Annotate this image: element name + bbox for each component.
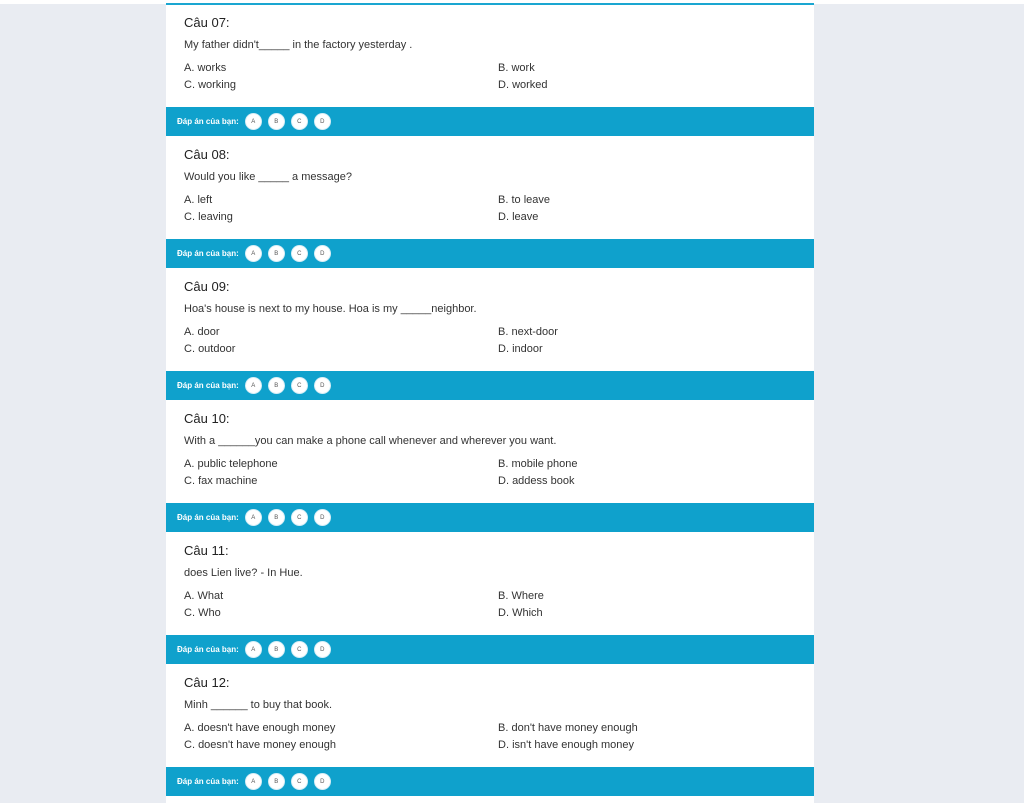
option-text: to leave: [511, 194, 550, 206]
answer-bubble-d[interactable]: D: [314, 773, 331, 790]
answer-bubble-b[interactable]: B: [268, 245, 285, 262]
option-text: worked: [512, 79, 548, 91]
answer-bar: [166, 767, 814, 796]
option-key: A.: [184, 194, 195, 206]
option-text: public telephone: [197, 458, 278, 470]
option-c: [184, 475, 257, 487]
option-d: [498, 343, 543, 355]
answer-bar: [166, 239, 814, 268]
answer-bubble-c[interactable]: C: [291, 773, 308, 790]
question-text: does Lien live? - In Hue.: [184, 567, 303, 579]
answer-bubble-a[interactable]: A: [245, 113, 262, 130]
answer-bubble-a[interactable]: A: [245, 377, 262, 394]
answer-bubble-a[interactable]: A: [245, 509, 262, 526]
answer-bubble-c[interactable]: C: [291, 113, 308, 130]
answer-bubble-b[interactable]: B: [268, 113, 285, 130]
option-key: C.: [184, 607, 195, 619]
option-b: [498, 458, 578, 470]
option-b: [498, 194, 550, 206]
answer-label: Đáp án của bạn:: [177, 777, 239, 786]
option-key: C.: [184, 211, 195, 223]
option-b: [498, 590, 544, 602]
answer-label: Đáp án của bạn:: [177, 645, 239, 654]
answer-bubble-d[interactable]: D: [314, 641, 331, 658]
question-title: Câu 12:: [184, 675, 230, 690]
option-a: [184, 194, 212, 206]
question-block: [166, 401, 814, 503]
option-text: don't have money enough: [511, 722, 638, 734]
option-text: works: [197, 62, 227, 74]
option-text: Which: [512, 607, 543, 619]
quiz-sheet: [166, 3, 814, 803]
question-block: [166, 137, 814, 239]
option-text: door: [197, 326, 220, 338]
option-key: C.: [184, 79, 195, 91]
option-text: mobile phone: [511, 458, 578, 470]
option-text: doesn't have enough money: [197, 722, 336, 734]
option-key: B.: [498, 722, 509, 734]
option-key: B.: [498, 194, 509, 206]
option-key: D.: [498, 343, 509, 355]
option-key: A.: [184, 590, 195, 602]
answer-label: Đáp án của bạn:: [177, 513, 239, 522]
option-key: D.: [498, 475, 509, 487]
option-a: [184, 722, 335, 734]
answer-bubble-c[interactable]: C: [291, 509, 308, 526]
answer-bar: [166, 635, 814, 664]
option-c: [184, 343, 235, 355]
option-text: What: [197, 590, 224, 602]
answer-label: Đáp án của bạn:: [177, 381, 239, 390]
option-text: addess book: [512, 475, 575, 487]
question-block: [166, 269, 814, 371]
question-text: Hoa's house is next to my house. Hoa is my _____neighbor.: [184, 303, 477, 315]
option-d: [498, 475, 574, 487]
answer-bubble-a[interactable]: A: [245, 773, 262, 790]
option-c: [184, 607, 221, 619]
option-text: work: [511, 62, 535, 74]
answer-bubble-a[interactable]: A: [245, 245, 262, 262]
question-title: Câu 11:: [184, 543, 229, 558]
option-text: fax machine: [198, 475, 258, 487]
option-a: [184, 590, 223, 602]
question-block: [166, 665, 814, 767]
option-b: [498, 722, 638, 734]
question-text: Minh ______ to buy that book.: [184, 699, 332, 711]
option-key: C.: [184, 475, 195, 487]
option-c: [184, 79, 236, 91]
option-d: [498, 211, 538, 223]
answer-bubble-a[interactable]: A: [245, 641, 262, 658]
option-key: D.: [498, 211, 509, 223]
answer-label: Đáp án của bạn:: [177, 117, 239, 126]
option-key: D.: [498, 607, 509, 619]
option-key: A.: [184, 62, 195, 74]
answer-bubble-d[interactable]: D: [314, 509, 331, 526]
option-d: [498, 739, 634, 751]
answer-bubble-d[interactable]: D: [314, 377, 331, 394]
answer-bubble-b[interactable]: B: [268, 641, 285, 658]
question-title: Câu 10:: [184, 411, 230, 426]
answer-bubble-b[interactable]: B: [268, 377, 285, 394]
answer-bubble-b[interactable]: B: [268, 773, 285, 790]
option-d: [498, 79, 548, 91]
option-key: B.: [498, 590, 509, 602]
option-c: [184, 739, 336, 751]
option-key: A.: [184, 326, 195, 338]
option-key: A.: [184, 458, 195, 470]
answer-bar: [166, 371, 814, 400]
question-title: Câu 07:: [184, 15, 230, 30]
option-text: working: [198, 79, 236, 91]
answer-bar: [166, 107, 814, 136]
answer-bubble-b[interactable]: B: [268, 509, 285, 526]
question-title: Câu 09:: [184, 279, 230, 294]
option-key: B.: [498, 458, 509, 470]
option-b: [498, 62, 535, 74]
answer-bubble-c[interactable]: C: [291, 641, 308, 658]
option-a: [184, 458, 278, 470]
answer-bubble-d[interactable]: D: [314, 113, 331, 130]
option-text: isn't have enough money: [512, 739, 635, 751]
option-key: B.: [498, 326, 509, 338]
answer-bubble-c[interactable]: C: [291, 377, 308, 394]
question-text: With a ______you can make a phone call whenever and wherever you want.: [184, 435, 557, 447]
question-block: [166, 5, 814, 107]
option-text: indoor: [512, 343, 543, 355]
option-text: doesn't have money enough: [198, 739, 336, 751]
option-d: [498, 607, 543, 619]
option-key: A.: [184, 722, 195, 734]
option-key: D.: [498, 739, 509, 751]
option-text: leaving: [198, 211, 233, 223]
option-a: [184, 62, 226, 74]
question-block: [166, 533, 814, 635]
answer-bubble-d[interactable]: D: [314, 245, 331, 262]
option-key: D.: [498, 79, 509, 91]
option-c: [184, 211, 233, 223]
question-title: Câu 08:: [184, 147, 230, 162]
option-text: left: [197, 194, 213, 206]
option-key: C.: [184, 739, 195, 751]
option-b: [498, 326, 558, 338]
option-text: Who: [198, 607, 221, 619]
option-key: B.: [498, 62, 509, 74]
answer-bar: [166, 503, 814, 532]
question-text: My father didn't_____ in the factory yesterday .: [184, 39, 413, 51]
option-text: Where: [511, 590, 544, 602]
answer-bubble-c[interactable]: C: [291, 245, 308, 262]
answer-label: Đáp án của bạn:: [177, 249, 239, 258]
option-key: C.: [184, 343, 195, 355]
option-text: next-door: [511, 326, 558, 338]
option-text: outdoor: [198, 343, 236, 355]
question-text: Would you like _____ a message?: [184, 171, 352, 183]
option-text: leave: [512, 211, 539, 223]
option-a: [184, 326, 220, 338]
